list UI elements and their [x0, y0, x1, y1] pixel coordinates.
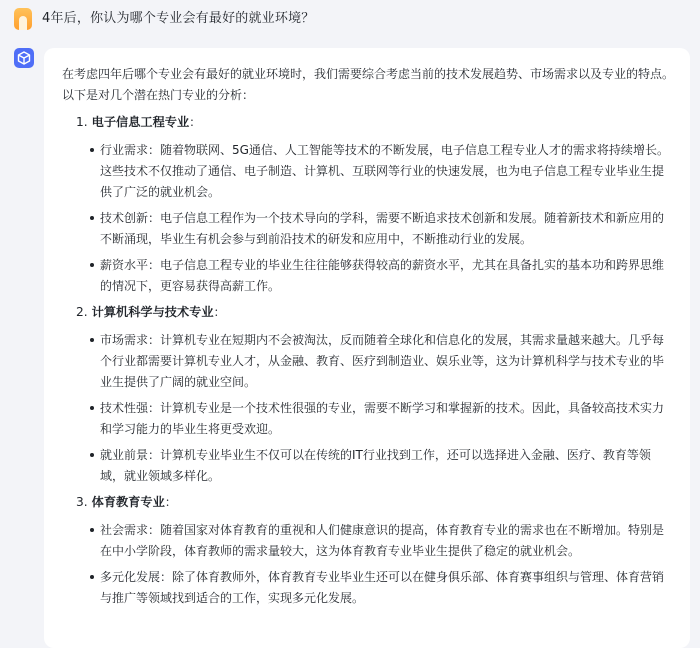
- answer-intro: 在考虑四年后哪个专业会有最好的就业环境时，我们需要综合考虑当前的技术发展趋势、市场需求以及专业的特点。以下是对几个潜在热门专业的分析：: [62, 67, 675, 102]
- section-computer-science: [62, 302, 674, 487]
- section-electronic-info-engineering: [62, 112, 674, 297]
- cube-logo-icon: [14, 48, 34, 68]
- list-item: 市场需求：计算机专业在短期内不会被淘汰，反而随着全球化和信息化的发展，其需求量越来越大。几乎每个行业都需要计算机专业人才，从金融、教育、医疗到制造业、娱乐业等，这为计算机科学与技术专业的毕业生提供了广阔的就业空间。: [62, 330, 674, 393]
- section-physical-education: [62, 492, 674, 609]
- section-number: 1.: [76, 115, 88, 129]
- user-message: [14, 8, 314, 30]
- section-title: 电子信息工程专业: [91, 115, 190, 129]
- list-item: 技术性强：计算机专业是一个技术性很强的专业，需要不断学习和掌握新的技术。因此，具备较高技术实力和学习能力的毕业生将更受欢迎。: [62, 398, 674, 440]
- list-item: 社会需求：随着国家对体育教育的重视和人们健康意识的提高，体育教育专业的需求也在不断增加。特别是在中小学阶段，体育教师的需求量较大，这为体育教育专业毕业生提供了稳定的就业机会。: [62, 520, 674, 562]
- section-title: 体育教育专业: [91, 495, 165, 509]
- list-item: 多元化发展：除了体育教师外，体育教育专业毕业生还可以在健身俱乐部、体育赛事组织与管理、体育营销与推广等领域找到适合的工作，实现多元化发展。: [62, 567, 674, 609]
- section-number: 2.: [76, 305, 88, 319]
- bullet-list: [62, 140, 674, 297]
- list-item: 薪资水平：电子信息工程专业的毕业生往往能够获得较高的薪资水平，尤其在具备扎实的基本功和跨界思维的情况下，更容易获得高薪工作。: [62, 255, 674, 297]
- assistant-answer-card: [44, 48, 690, 648]
- bullet-list: [62, 520, 674, 609]
- section-heading: [76, 112, 674, 132]
- section-heading: [76, 302, 674, 322]
- user-avatar-icon: [14, 8, 32, 30]
- section-colon: ：: [189, 115, 202, 129]
- section-colon: ：: [213, 305, 226, 319]
- user-question-text: 4年后，你认为哪个专业会有最好的就业环境？: [42, 11, 315, 26]
- list-item: 行业需求：随着物联网、5G通信、人工智能等技术的不断发展，电子信息工程专业人才的需求将持续增长。这些技术不仅推动了通信、电子制造、计算机、互联网等行业的快速发展，也为电子信息工程专业毕业生提供了广泛的就业机会。: [62, 140, 674, 203]
- section-title: 计算机科学与技术专业: [91, 305, 214, 319]
- section-heading: [76, 492, 674, 512]
- section-number: 3.: [76, 495, 88, 509]
- section-colon: ：: [164, 495, 177, 509]
- list-item: 技术创新：电子信息工程作为一个技术导向的学科，需要不断追求技术创新和发展。随着新技术和新应用的不断涌现，毕业生有机会参与到前沿技术的研发和应用中，不断推动行业的发展。: [62, 208, 674, 250]
- bullet-list: [62, 330, 674, 487]
- list-item: 就业前景：计算机专业毕业生不仅可以在传统的IT行业找到工作，还可以选择进入金融、医疗、教育等领域，就业领域多样化。: [62, 445, 674, 487]
